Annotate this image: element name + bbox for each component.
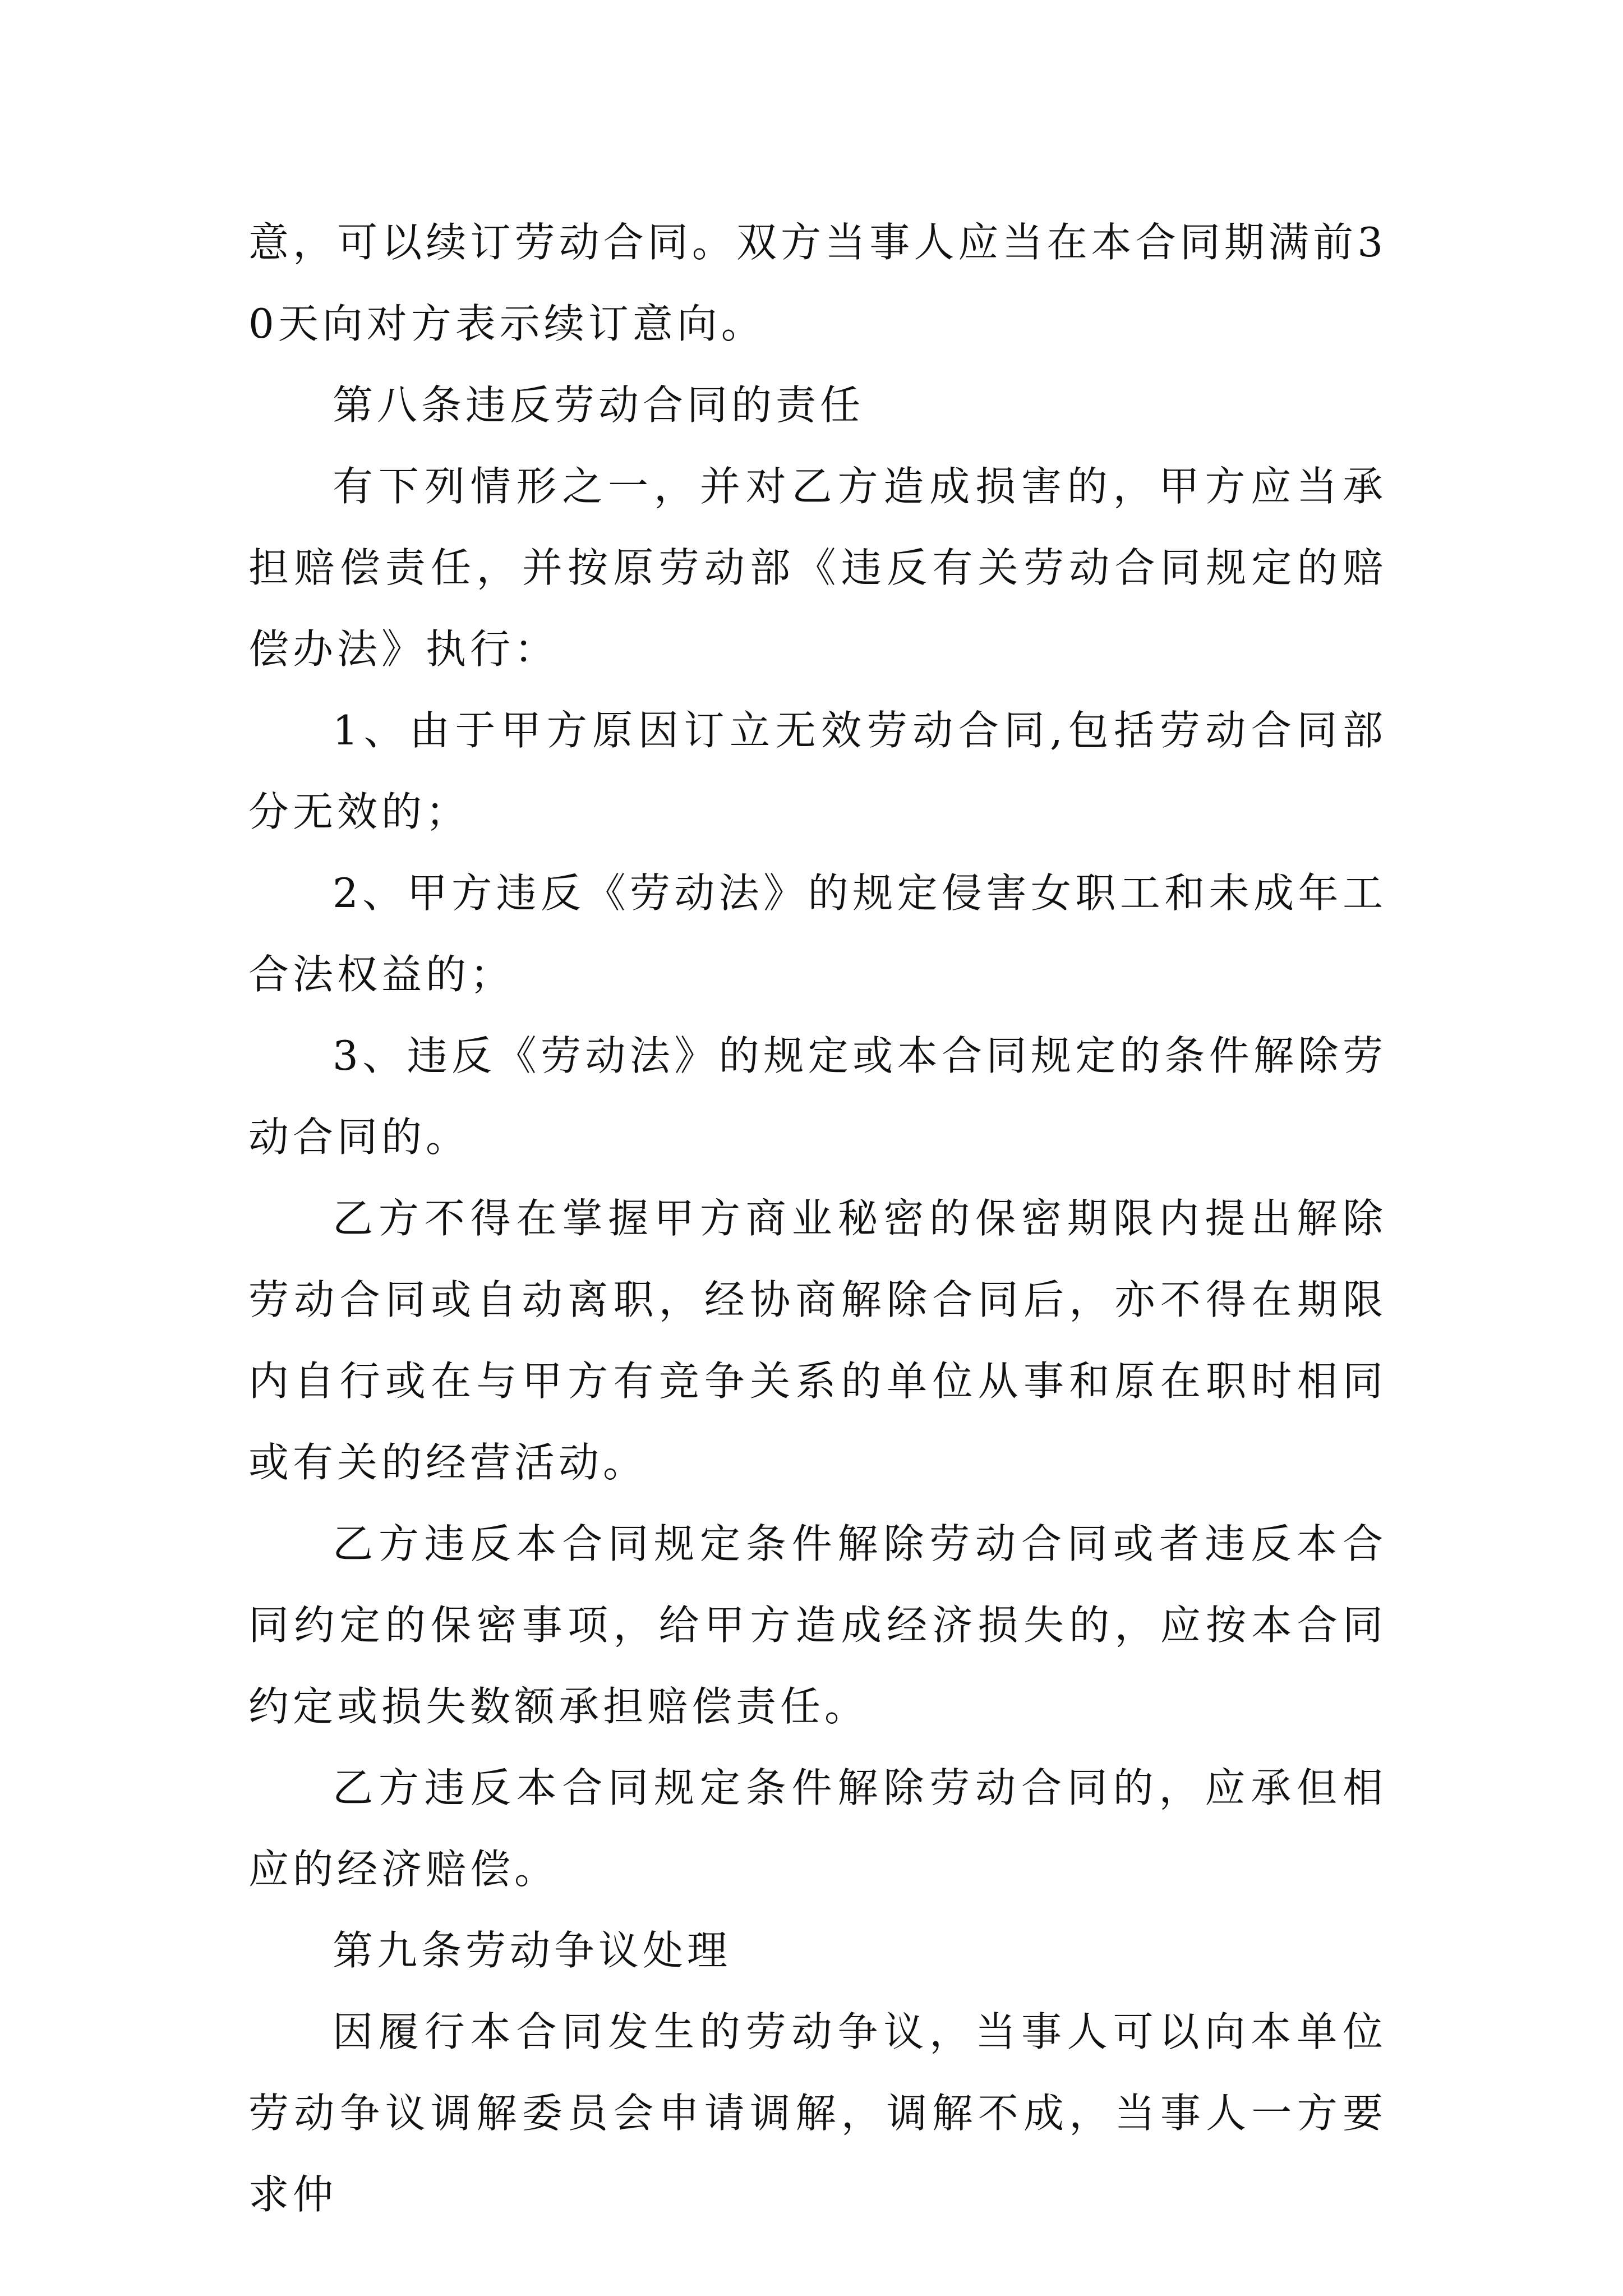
article-8-item-1: 1、由于甲方原因订立无效劳动合同,包括劳动合同部分无效的； [248, 707, 1387, 835]
confidentiality-paragraph: 乙方不得在掌握甲方商业秘密的保密期限内提出解除劳动合同或自动离职，经协商解除合同后，亦不得在期限内自行或在与甲方有竞争关系的单位从事和原在职时相同或有关的经营活动。 [248, 1195, 1387, 1486]
compensation-paragraph: 乙方违反本合同规定条件解除劳动合同或者违反本合同约定的保密事项，给甲方造成经济损失的，应按本合同约定或损失数额承担赔偿责任。 [248, 1520, 1387, 1730]
article-8-intro: 有下列情形之一，并对乙方造成损害的，甲方应当承担赔偿责任，并按原劳动部《违反有关劳动合同规定的赔偿办法》执行： [248, 463, 1387, 673]
document-body [248, 202, 1387, 2235]
article-9-paragraph: 因履行本合同发生的劳动争议，当事人可以向本单位劳动争议调解委员会申请调解，调解不成，当事人一方要求仲 [248, 2008, 1387, 2218]
economic-compensation-paragraph: 乙方违反本合同规定条件解除劳动合同的，应承但相应的经济赔偿。 [248, 1764, 1387, 1893]
paragraph-continuation: 意，可以续订劳动合同。双方当事人应当在本合同期满前30天向对方表示续订意向。 [248, 219, 1387, 347]
article-8-item-2: 2、甲方违反《劳动法》的规定侵害女职工和未成年工合法权益的； [248, 869, 1387, 998]
article-8-item-3: 3、违反《劳动法》的规定或本合同规定的条件解除劳动合同的。 [248, 1032, 1387, 1161]
article-8-heading: 第八条违反劳动合同的责任 [333, 381, 865, 429]
article-9-heading: 第九条劳动争议处理 [333, 1927, 732, 1974]
